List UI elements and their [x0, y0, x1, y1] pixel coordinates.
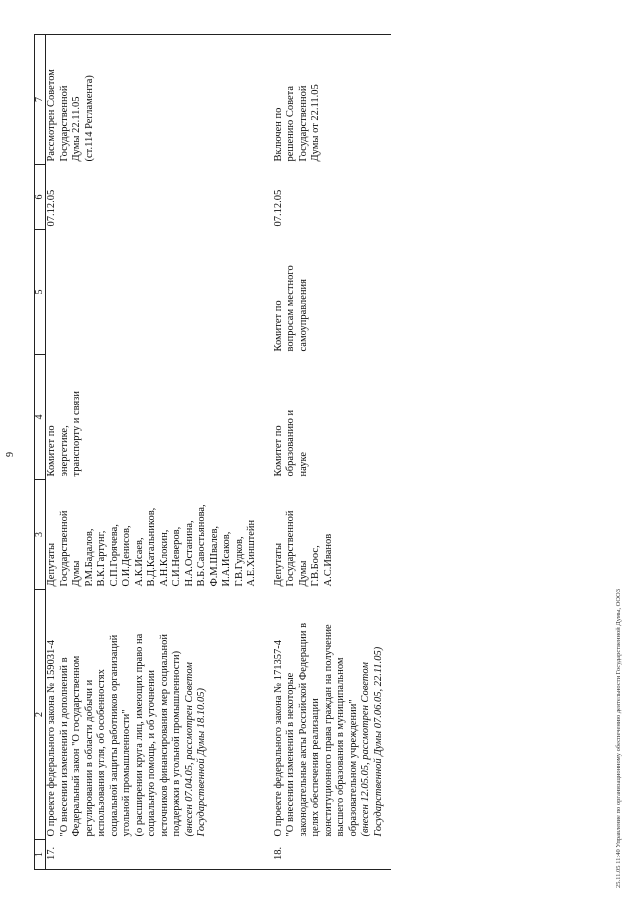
author-line: С.И.Неверов,: [171, 526, 182, 587]
page-number: 9: [5, 452, 16, 457]
table-header-row: [35, 35, 46, 870]
committee-line: образованию и: [285, 409, 296, 477]
committee-line: Комитет по: [272, 425, 284, 477]
bill-title-cell: [259, 590, 392, 840]
bill-title-line: социальной защиты работников организаций: [108, 634, 120, 837]
bill-title-line: высшего образования в муниципальном: [335, 657, 346, 837]
bill-title-line: угольной промышленности": [121, 709, 132, 837]
date-cell: 07.12.05: [272, 189, 284, 227]
author-line: Государственной: [285, 510, 296, 587]
co-committee-line: самоуправления: [297, 278, 309, 352]
bill-title-cell: [46, 590, 259, 840]
author-line: А.Н.Клокин,: [158, 529, 170, 587]
bill-title-line: "О внесении изменений в некоторые: [285, 672, 296, 837]
header-col-7: 7: [35, 35, 46, 165]
committee-line: науке: [297, 452, 309, 477]
table-row: [46, 35, 259, 870]
table-row: [259, 35, 392, 870]
author-line: В.Б.Савостьянова,: [196, 504, 207, 587]
bill-title-line: источников финансирования мер социальной: [158, 634, 170, 837]
header-col-2: 2: [35, 590, 46, 840]
author-line: О.И.Денисов,: [121, 525, 132, 587]
row-number: 18.: [259, 840, 392, 870]
authors-cell: [46, 480, 259, 590]
bill-title-line: использования угля, об особенностях: [96, 669, 107, 837]
status-line: Думы от 22.11.05: [310, 84, 321, 162]
bill-title-line: регулировании в области добычи и: [83, 679, 95, 837]
bills-table: [34, 34, 391, 870]
bill-note-line: (внесен 12.05.05, рассмотрен Советом: [360, 662, 371, 837]
author-line: А.С.Иванов: [322, 533, 334, 587]
bill-title-line: Федеральный закон "О государственном: [71, 655, 82, 837]
bill-note-line: Государственной Думы 18.10.05): [196, 688, 207, 837]
status-line: Государственной: [58, 85, 70, 162]
author-line: Г.В.Гудков,: [233, 536, 245, 587]
bill-note-line: (внесен 07.04.05, рассмотрен Советом: [183, 662, 195, 837]
author-line: Думы: [297, 560, 309, 587]
date-cell: 07.12.05: [46, 189, 57, 227]
authors-cell: [259, 480, 392, 590]
author-line: В.К.Гартунг,: [96, 530, 107, 587]
status-cell: [259, 35, 392, 165]
co-committee-line: вопросам местного: [285, 265, 296, 352]
status-cell: [46, 35, 259, 165]
committee-line: транспорту и связи: [71, 390, 82, 477]
header-col-3: 3: [35, 480, 46, 590]
footer-note: 25.11.05 11:40 Управление по организационному обеспечению деятельности Государственной Думы, ООО3: [615, 589, 622, 888]
co-committee-cell: [259, 230, 392, 355]
status-line: Государственной: [297, 85, 309, 162]
author-line: В.Д.Катальников,: [146, 507, 157, 587]
status-line: Думы 22.11.05: [71, 96, 82, 162]
co-committee-cell: [46, 230, 259, 355]
author-line: Думы: [71, 560, 82, 587]
author-line: И.А.Исаков,: [221, 531, 232, 587]
bill-title-line: социальную помощь, и об уточнении: [146, 669, 157, 837]
status-line: (ст.114 Регламента): [83, 75, 95, 162]
author-line: Р.М.Бадалов,: [83, 528, 95, 587]
author-line: Н.А.Останина,: [183, 520, 195, 587]
committee-line: энергетике,: [58, 425, 70, 477]
bill-title-line: целях обеспечения реализации: [310, 698, 321, 837]
bill-title-line: (о расширении круга лиц, имеющих право на: [133, 633, 145, 837]
author-line: Государственной: [58, 510, 70, 587]
author-line: Депутаты: [46, 542, 57, 587]
status-line: Включен по: [272, 107, 284, 162]
bill-title-line: законодательные акты Российской Федерации в: [297, 622, 309, 837]
author-line: Ф.М.Швалев,: [208, 525, 220, 587]
co-committee-line: Комитет по: [272, 300, 284, 352]
bill-title-line: "О внесении изменений и дополнений в: [58, 657, 70, 837]
status-line: Рассмотрен Советом: [46, 69, 57, 162]
committee-cell: [259, 355, 392, 480]
bill-title-line: конституционного права граждан на получение: [322, 624, 334, 837]
bill-title-line: поддержки в угольной промышленности): [171, 650, 182, 837]
row-number: 17.: [46, 840, 259, 870]
bill-title-line: О проекте федерального закона № 171357-4: [272, 639, 284, 837]
header-col-6: 6: [35, 165, 46, 230]
header-col-5: 5: [35, 230, 46, 355]
author-line: Депутаты: [272, 542, 284, 587]
header-col-1: 1: [35, 840, 46, 870]
author-line: А.К.Исаев,: [133, 537, 145, 587]
committee-line: Комитет по: [46, 425, 57, 477]
status-line: решению Совета: [285, 85, 296, 162]
bill-note-line: Государственной Думы 07.06.05, 22.11.05): [372, 646, 384, 837]
bill-title-line: О проекте федерального закона № 159031-4: [46, 639, 57, 837]
committee-cell: [46, 355, 259, 480]
author-line: Г.В.Боос,: [310, 545, 321, 587]
author-line: С.П.Горячева,: [108, 524, 120, 587]
bill-title-line: образовательном учреждении": [347, 699, 359, 837]
header-col-4: 4: [35, 355, 46, 480]
author-line: А.Е.Хинштейн: [246, 519, 257, 587]
